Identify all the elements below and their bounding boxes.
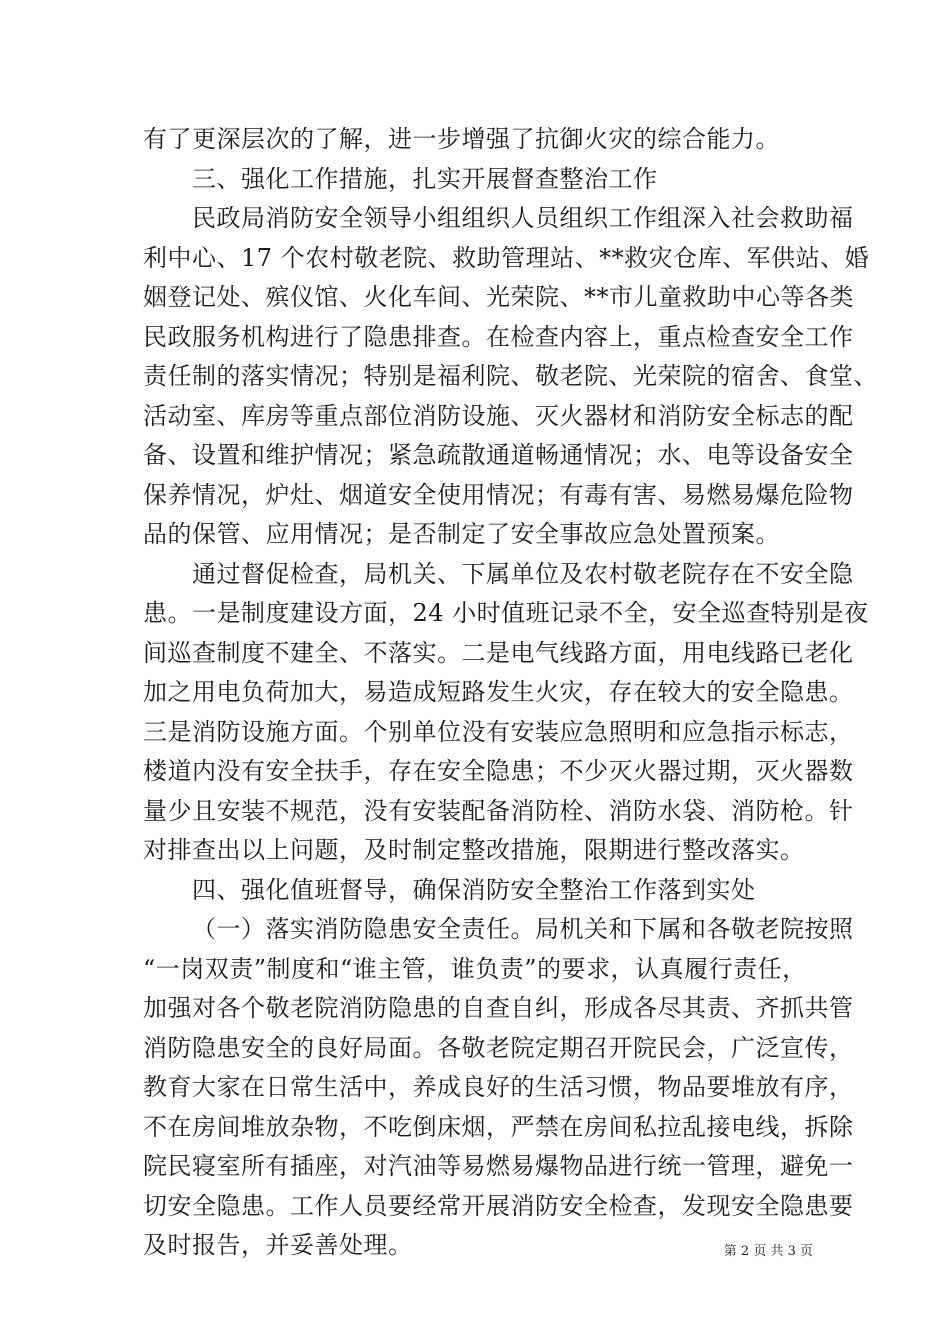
text-line: 备、设置和维护情况；紧急疏散通道畅通情况；水、电等设备安全 (143, 441, 854, 469)
text-line: 保养情况，炉灶、烟道安全使用情况；有毒有害、易燃易爆危险物 (143, 481, 854, 509)
text-line: 间巡查制度不建全、不落实。二是电气线路方面，用电线路已老化 (143, 639, 854, 667)
text-line: “一岗双责”制度和“谁主管，谁负责”的要求，认真履行责任， (143, 955, 807, 983)
text-line: 对排查出以上问题，及时制定整改措施，限期进行整改落实。 (143, 836, 805, 864)
text-line: 通过督促检查，局机关、下属单位及农村敬老院存在不安全隐 (192, 560, 854, 588)
text-line: 活动室、库房等重点部位消防设施、灭火器材和消防安全标志的配 (143, 402, 854, 430)
text-line: 切安全隐患。工作人员要经常开展消防安全检查，发现安全隐患要 (143, 1192, 854, 1220)
text-line: 品的保管、应用情况；是否制定了安全事故应急处置预案。 (143, 520, 780, 548)
text-line: 教育大家在日常生活中，养成良好的生活习惯，物品要堆放有序， (143, 1073, 854, 1101)
text-line: 责任制的落实情况；特别是福利院、敬老院、光荣院的宿舍、食堂、 (143, 362, 878, 390)
text-line: 楼道内没有安全扶手，存在安全隐患；不少灭火器过期，灭火器数 (143, 757, 854, 785)
text-line: 三是消防设施方面。个别单位没有安装应急照明和应急指示标志， (143, 718, 854, 746)
text-line: 民政服务机构进行了隐患排查。在检查内容上，重点检查安全工作 (143, 323, 854, 351)
text-line: 姻登记处、殡仪馆、火化车间、光荣院、**市儿童救助中心等各类 (143, 283, 854, 311)
text-line: 量少且安装不规范，没有安装配备消防栓、消防水袋、消防枪。针 (143, 797, 854, 825)
text-line: 院民寝室所有插座，对汽油等易燃易爆物品进行统一管理，避免一 (143, 1152, 854, 1180)
text-line: 有了更深层次的了解，进一步增强了抗御火灾的综合能力。 (143, 125, 780, 153)
page-number: 第 2 页 共 3 页 (723, 1244, 813, 1259)
text-line: 加强对各个敬老院消防隐患的自查自纠，形成各尽其责、齐抓共管 (143, 994, 854, 1022)
section-heading: 四、强化值班督导，确保消防安全整治工作落到实处 (192, 876, 756, 904)
text-line: 不在房间堆放杂物，不吃倒床烟，严禁在房间私拉乱接电线，拆除 (143, 1113, 854, 1141)
text-line: 民政局消防安全领导小组组织人员组织工作组深入社会救助福 (192, 204, 854, 232)
text-line: 消防隐患安全的良好局面。各敬老院定期召开院民会，广泛宣传， (143, 1034, 854, 1062)
text-line: （一）落实消防隐患安全责任。局机关和下属和各敬老院按照 (192, 915, 854, 943)
text-line: 利中心、17 个农村敬老院、救助管理站、**救灾仓库、军供站、婚 (143, 244, 870, 272)
section-heading: 三、强化工作措施，扎实开展督查整治工作 (192, 165, 658, 193)
text-line: 患。一是制度建设方面，24 小时值班记录不全，安全巡查特别是夜 (143, 599, 869, 627)
text-line: 及时报告，并妥善处理。 (143, 1231, 413, 1259)
text-line: 加之用电负荷加大，易造成短路发生火灾，存在较大的安全隐患。 (143, 678, 854, 706)
